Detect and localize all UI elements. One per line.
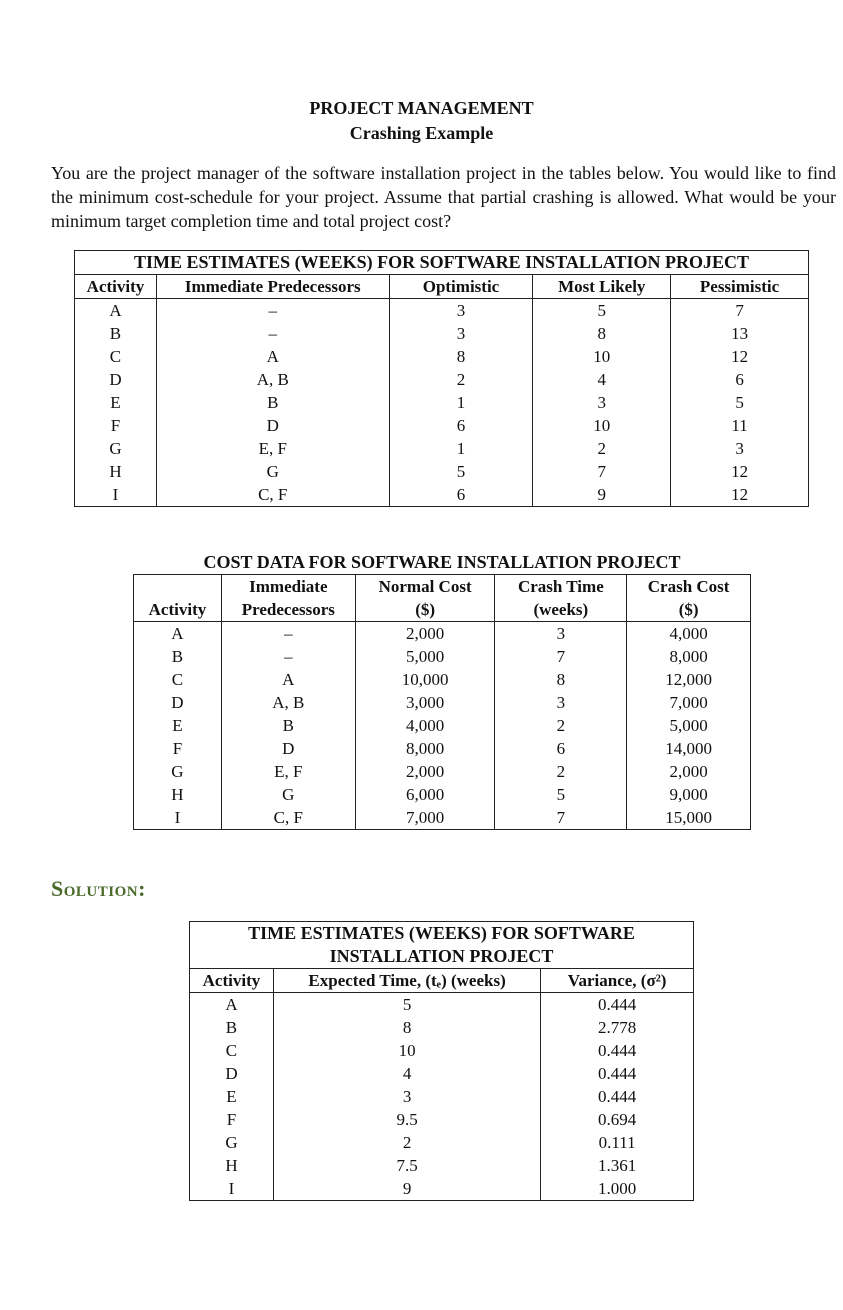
table-cell: – [221,622,355,646]
table-row [134,737,751,760]
table-cell: 5,000 [355,645,495,668]
table-cell: 9,000 [627,783,751,806]
table-cell: 3 [671,437,809,460]
cost-data-table [133,551,751,830]
table-row [190,1085,694,1108]
table-cell: D [190,1062,274,1085]
table-row [190,1108,694,1131]
table-cell: D [134,691,222,714]
col-header-normal-cost-line1: Normal Cost [355,575,495,599]
table-cell: 5,000 [627,714,751,737]
table-cell: 3 [495,691,627,714]
table-cell: B [221,714,355,737]
table-cell: B [156,391,389,414]
col-header-activity: Activity [134,575,222,622]
time-estimates-table [74,250,809,507]
table-cell: G [190,1131,274,1154]
table-row [134,806,751,830]
table-cell: D [75,368,157,391]
solution-table [189,921,694,1201]
table-cell: B [134,645,222,668]
table-cell: 7 [495,645,627,668]
table-cell: 0.444 [541,993,694,1017]
table-cell: A [221,668,355,691]
col-header-most-likely: Most Likely [533,275,671,299]
table-cell: A [134,622,222,646]
table-cell: 3 [389,299,533,323]
table-cell: 8 [389,345,533,368]
table-cell: 1.000 [541,1177,694,1201]
table-cell: 8,000 [627,645,751,668]
table-cell: 7 [533,460,671,483]
table-cell: – [156,299,389,323]
table-cell: E, F [221,760,355,783]
table-cell: C, F [156,483,389,507]
table-cell: 0.444 [541,1039,694,1062]
time-table-caption: TIME ESTIMATES (WEEKS) FOR SOFTWARE INSTALLATION PROJECT [75,251,809,275]
table-cell: 11 [671,414,809,437]
table-cell: E [190,1085,274,1108]
table-cell: 10 [533,414,671,437]
table-cell: E [75,391,157,414]
table-cell: 2,000 [355,760,495,783]
table-cell: 0.694 [541,1108,694,1131]
table-row [75,345,809,368]
table-cell: F [190,1108,274,1131]
table-cell: – [156,322,389,345]
table-cell: F [134,737,222,760]
table-row [134,645,751,668]
table-cell: 2 [495,760,627,783]
table-cell: A, B [221,691,355,714]
table-cell: 12 [671,483,809,507]
table-cell: G [134,760,222,783]
table-cell: 15,000 [627,806,751,830]
table-row [190,1177,694,1201]
table-cell: 10 [533,345,671,368]
table-row [75,391,809,414]
table-cell: 2 [533,437,671,460]
table-cell: 8 [495,668,627,691]
table-cell: 7,000 [627,691,751,714]
table-cell: C [75,345,157,368]
table-cell: 8 [533,322,671,345]
col-header-expected-time: Expected Time, (tₑ) (weeks) [273,969,540,993]
table-row [75,299,809,323]
table-row [75,368,809,391]
table-cell: G [75,437,157,460]
page-subtitle: Crashing Example [349,123,494,143]
col-header-crash-cost-line2: ($) [627,598,751,622]
table-row [190,1039,694,1062]
table-cell: 1 [389,437,533,460]
table-cell: F [75,414,157,437]
table-cell: 7 [671,299,809,323]
table-cell: 2 [389,368,533,391]
col-header-optimistic: Optimistic [389,275,533,299]
table-cell: C [134,668,222,691]
table-cell: 8,000 [355,737,495,760]
table-cell: 3 [389,322,533,345]
table-row [75,437,809,460]
table-cell: 9 [533,483,671,507]
table-cell: 6 [389,483,533,507]
table-cell: 6,000 [355,783,495,806]
col-header-predecessors: Immediate Predecessors [156,275,389,299]
table-cell: I [190,1177,274,1201]
table-cell: 12,000 [627,668,751,691]
table-cell: 1 [389,391,533,414]
table-cell: 3 [495,622,627,646]
table-row [190,993,694,1017]
table-cell: 6 [671,368,809,391]
table-row [190,1062,694,1085]
table-cell: C, F [221,806,355,830]
col-header-crash-time-line2: (weeks) [495,598,627,622]
table-cell: A [75,299,157,323]
table-cell: D [156,414,389,437]
table-cell: 7 [495,806,627,830]
table-cell: 2 [273,1131,540,1154]
table-cell: 14,000 [627,737,751,760]
table-cell: 4,000 [355,714,495,737]
table-cell: B [190,1016,274,1039]
table-cell: G [156,460,389,483]
table-cell: 5 [533,299,671,323]
col-header-predecessors-line2: Predecessors [221,598,355,622]
solution-table-caption-line2: INSTALLATION PROJECT [190,945,694,969]
table-cell: 9 [273,1177,540,1201]
table-cell: 3 [533,391,671,414]
table-cell: 8 [273,1016,540,1039]
table-row [134,783,751,806]
problem-statement: You are the project manager of the software installation project in the tables below. You would like to find the minimum cost-schedule for your project. Assume that partial crashing is allowed. What would be your minimum target completion time and total project cost? [51,163,836,231]
table-cell: 12 [671,460,809,483]
table-cell: 4,000 [627,622,751,646]
col-header-predecessors-line1: Immediate [221,575,355,599]
table-cell: H [190,1154,274,1177]
table-cell: 6 [495,737,627,760]
table-cell: E, F [156,437,389,460]
table-cell: 5 [273,993,540,1017]
table-cell: 10,000 [355,668,495,691]
table-cell: A, B [156,368,389,391]
table-cell: 5 [671,391,809,414]
table-row [190,1016,694,1039]
col-header-activity: Activity [190,969,274,993]
table-row [134,714,751,737]
table-cell: 3,000 [355,691,495,714]
table-cell: 4 [273,1062,540,1085]
table-cell: A [156,345,389,368]
table-cell: 0.444 [541,1062,694,1085]
col-header-crash-cost-line1: Crash Cost [627,575,751,599]
table-row [134,622,751,646]
table-cell: 1.361 [541,1154,694,1177]
table-row [134,668,751,691]
table-cell: 7,000 [355,806,495,830]
table-row [75,414,809,437]
table-row [75,460,809,483]
table-cell: G [221,783,355,806]
table-cell: 7.5 [273,1154,540,1177]
table-cell: H [75,460,157,483]
solution-table-caption-line1: TIME ESTIMATES (WEEKS) FOR SOFTWARE [190,922,694,946]
table-cell: 3 [273,1085,540,1108]
col-header-crash-time-line1: Crash Time [495,575,627,599]
table-cell: 2.778 [541,1016,694,1039]
table-cell: D [221,737,355,760]
table-cell: 13 [671,322,809,345]
solution-heading: Solution: [51,876,146,901]
col-header-activity: Activity [75,275,157,299]
table-row [190,1154,694,1177]
table-cell: C [190,1039,274,1062]
table-cell: 12 [671,345,809,368]
table-cell: 2 [495,714,627,737]
table-cell: 2,000 [355,622,495,646]
table-row [190,1131,694,1154]
table-cell: 0.111 [541,1131,694,1154]
table-cell: I [75,483,157,507]
col-header-pessimistic: Pessimistic [671,275,809,299]
table-cell: B [75,322,157,345]
table-row [75,322,809,345]
table-row [134,691,751,714]
table-cell: E [134,714,222,737]
table-row [75,483,809,507]
col-header-normal-cost-line2: ($) [355,598,495,622]
table-cell: 9.5 [273,1108,540,1131]
page-title: PROJECT MANAGEMENT [309,98,534,118]
cost-table-caption: COST DATA FOR SOFTWARE INSTALLATION PROJECT [203,552,681,572]
table-cell: 5 [389,460,533,483]
table-cell: 6 [389,414,533,437]
table-cell: – [221,645,355,668]
table-row [134,760,751,783]
table-cell: 2,000 [627,760,751,783]
table-cell: 5 [495,783,627,806]
table-cell: 4 [533,368,671,391]
table-cell: 0.444 [541,1085,694,1108]
table-cell: 10 [273,1039,540,1062]
col-header-variance: Variance, (σ²) [541,969,694,993]
table-cell: I [134,806,222,830]
table-cell: H [134,783,222,806]
table-cell: A [190,993,274,1017]
